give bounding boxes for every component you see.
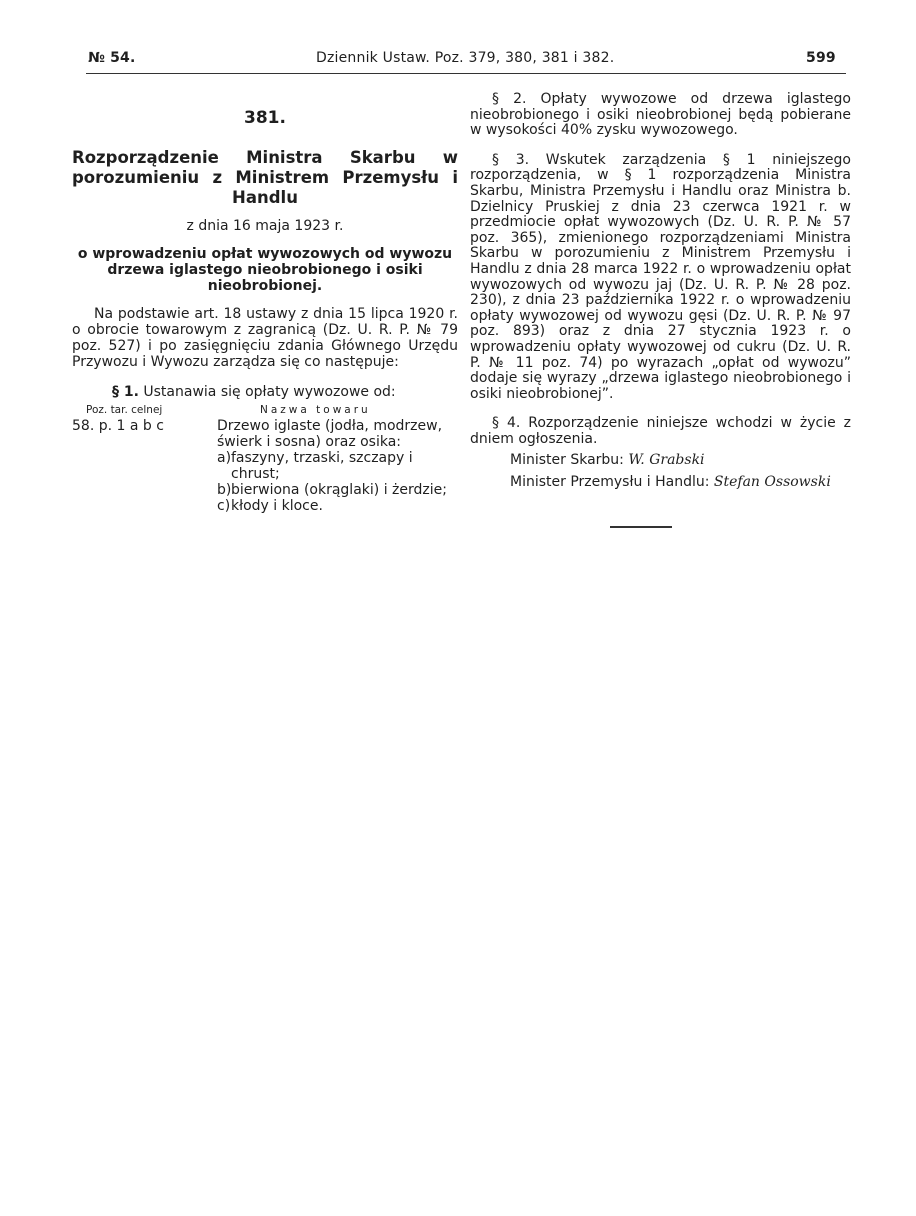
goods-item-label: b) [217, 482, 232, 498]
tariff-code: 58. p. 1 a b c [72, 418, 164, 434]
signature-minister-industry [470, 475, 851, 491]
goods-description [217, 418, 458, 514]
issue-number: № 54. [88, 50, 136, 66]
journal-header: Dziennik Ustaw. Poz. 379, 380, 381 i 382. [316, 50, 615, 66]
signature-name: Stefan Ossowski [713, 474, 831, 491]
goods-item [217, 450, 458, 482]
tariff-row [72, 418, 458, 514]
goods-item-text: kłody i kloce. [231, 498, 323, 514]
act-number: 381. [244, 108, 286, 128]
section-3: § 3. Wskutek zarządzenia § 1 niniejszego rozporządzenia, w § 1 rozporządzenia Ministra Skarbu, Ministra Przemysłu i Handlu oraz Ministra b. Dzielnicy Pruskiej z dnia 23 czerwca 1921 r. w przedmiocie opłat wywozowych (Dz. U. R. P. № 57 poz. 365), zmienionego rozporządzeniami Ministra Skarbu w porozumieniu z Ministrem Przemysłu i Handlu z dnia 28 marca 1922 r. o wprowadzeniu opłat wywozowych od wywozu jaj (Dz. U. R. P. № 28 poz. 230), z dnia 23 października 1922 r. o wprowadzeniu opłaty wywozowej od wywozu gęsi (Dz. U. R. P. № 97 poz. 893) oraz z dnia 27 stycznia 1923 r. o wprowadzeniu opłaty wywozowej od cukru (Dz. U. R. P. № 11 poz. 74) po wyrazach „opłat od wywozu” dodaje się wyrazy „drzewa iglastego nieobrobionego i osiki nieobrobionej”. [470, 151, 851, 402]
section-1-text: Ustanawia się opłaty wywozowe od: [143, 384, 396, 400]
goods-item-label: a) [217, 450, 232, 466]
left-column [72, 110, 458, 514]
page-number: 599 [806, 50, 836, 66]
section-4: § 4. Rozporządzenie niniejsze wchodzi w życie z dniem ogłoszenia. [470, 415, 851, 447]
signature-name: W. Grabski [628, 452, 705, 469]
preamble: Na podstawie art. 18 ustawy z dnia 15 lipca 1920 r. o obrocie towarowym z zagranicą (Dz. U. R. P. № 79 poz. 527) i po zasięgnięciu zdania Głównego Urzędu Przywozu i Wywozu zarządza się co następuje: [72, 306, 458, 370]
goods-item-label: c) [217, 498, 231, 514]
signature-role: Minister Skarbu: [510, 452, 624, 469]
act-title: Rozporządzenie Ministra Skarbu w porozumieniu z Ministrem Przemysłu i Handlu [72, 148, 458, 207]
act-date: z dnia 16 maja 1923 r. [186, 218, 344, 234]
tariff-table-header [72, 402, 458, 416]
goods-column-header: Nazwa towaru [260, 404, 371, 416]
signature-minister-treasury [470, 453, 851, 469]
tariff-column-header: Poz. tar. celnej [86, 404, 163, 416]
act-subject: o wprowadzeniu opłat wywozowych od wywozu drzewa iglastego nieobrobionego i osiki nieobrobionej. [77, 246, 453, 294]
signature-role: Minister Przemysłu i Handlu: [510, 474, 710, 491]
goods-item-text: faszyny, trzaski, szczapy i chrust; [231, 450, 413, 482]
end-rule [610, 526, 672, 528]
section-1 [72, 384, 458, 400]
right-column [470, 92, 851, 497]
section-2: § 2. Opłaty wywozowe od drzewa iglastego nieobrobionego i osiki nieobrobionej będą pobierane w wysokości 40% zysku wywozowego. [470, 91, 851, 139]
header-rule [86, 73, 846, 74]
goods-item [217, 498, 458, 514]
goods-item-text: bierwiona (okrąglaki) i żerdzie; [231, 482, 447, 498]
goods-intro: Drzewo iglaste (jodła, modrzew, świerk i sosna) oraz osika: [217, 418, 443, 450]
section-1-label: § 1. [112, 384, 139, 400]
goods-item [217, 482, 458, 498]
